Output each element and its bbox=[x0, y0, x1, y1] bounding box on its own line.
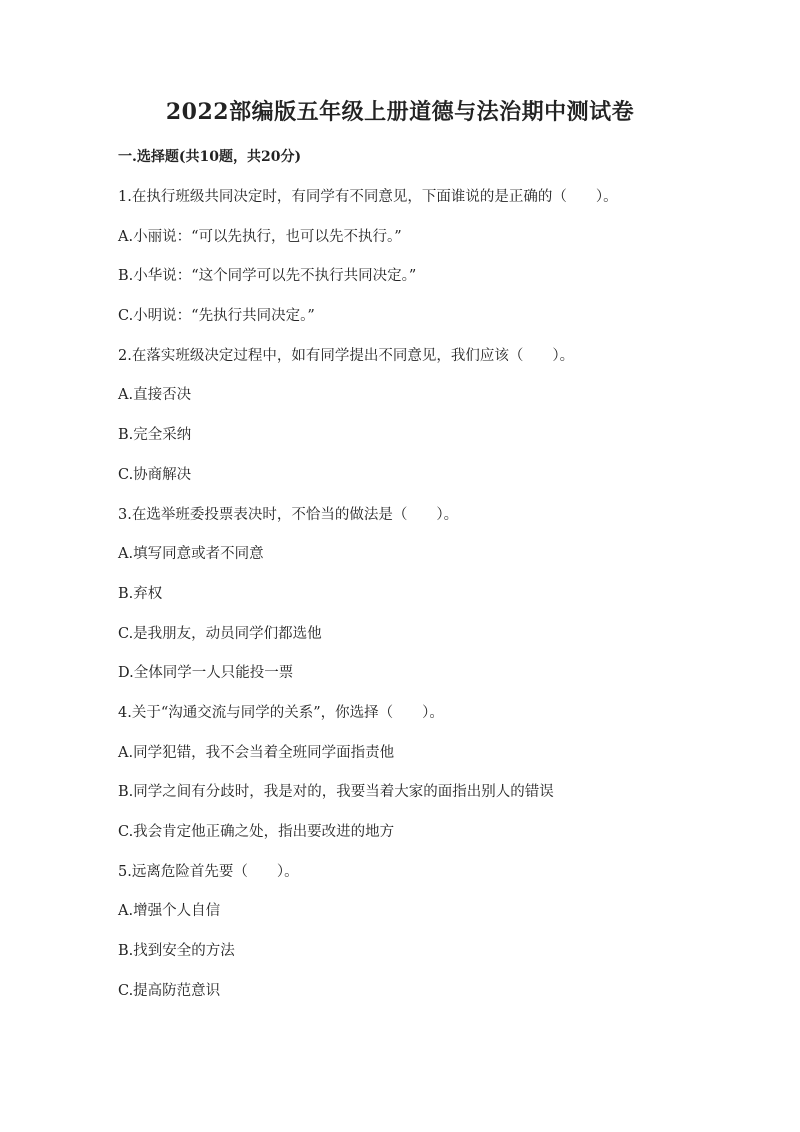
question-2-option-b: B.完全采纳 bbox=[118, 427, 192, 444]
question-list bbox=[118, 186, 718, 1019]
question-5-option-c: C.提高防范意识 bbox=[118, 982, 221, 999]
question-1-stem: 1.在执行班级共同决定时，有同学有不同意见，下面谁说的是正确的（ ）。 bbox=[118, 189, 618, 205]
question-4-stem: 4.关于“沟通交流与同学的关系”，你选择（ ）。 bbox=[118, 704, 444, 721]
question-2-option-a: A.直接否决 bbox=[118, 387, 192, 404]
question-5-option-a: A.增强个人自信 bbox=[118, 903, 221, 920]
question-3-option-d: D.全体同学一人只能投一票 bbox=[118, 665, 294, 682]
question-1-option-c: C.小明说：“先执行共同决定。” bbox=[118, 308, 315, 325]
section-heading: 一.选择题(共10题，共20分) bbox=[118, 149, 302, 165]
question-3-stem: 3.在选举班委投票表决时，不恰当的做法是（ ）。 bbox=[118, 506, 459, 523]
question-2-option-c: C.协商解决 bbox=[118, 466, 192, 483]
question-4-option-a: A.同学犯错，我不会当着全班同学面指责他 bbox=[118, 744, 395, 761]
page-title: 2022部编版五年级上册道德与法治期中测试卷 bbox=[165, 99, 635, 125]
question-1-option-a: A.小丽说：“可以先执行，也可以先不执行。” bbox=[118, 228, 402, 245]
question-2-stem: 2.在落实班级决定过程中，如有同学提出不同意见，我们应该（ ）。 bbox=[118, 347, 575, 364]
question-3-option-c: C.是我朋友，动员同学们都选他 bbox=[118, 625, 322, 642]
question-4-option-b: B.同学之间有分歧时，我是对的，我要当着大家的面指出别人的错误 bbox=[118, 784, 554, 801]
question-3-option-b: B.弃权 bbox=[118, 585, 163, 602]
question-3-option-a: A.填写同意或者不同意 bbox=[118, 546, 264, 563]
question-4-option-c: C.我会肯定他正确之处，指出要改进的地方 bbox=[118, 824, 395, 840]
question-1-option-b: B.小华说：“这个同学可以先不执行共同决定。” bbox=[118, 268, 417, 285]
question-5-option-b: B.找到安全的方法 bbox=[118, 943, 235, 960]
question-5-stem: 5.远离危险首先要（ ）。 bbox=[118, 863, 299, 880]
